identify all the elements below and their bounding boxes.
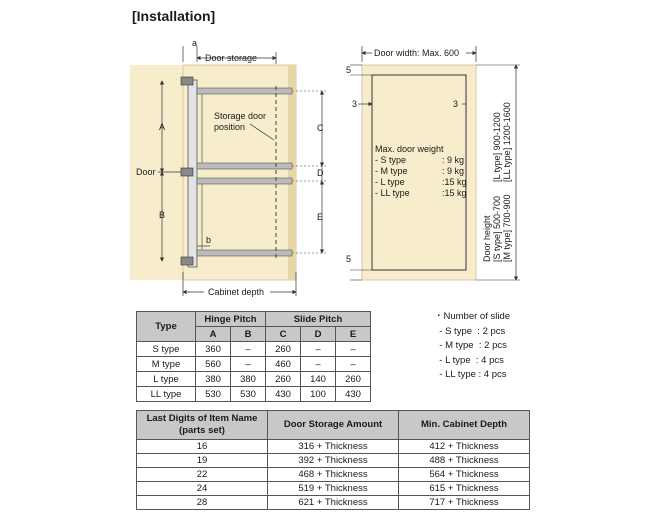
dim-3-right: 3 <box>453 99 459 109</box>
table-row <box>137 496 530 510</box>
note-line: - S type : 2 pcs <box>434 325 506 337</box>
cell-B: 380 <box>231 372 266 387</box>
cell-B: – <box>231 357 266 372</box>
cell-depth: 564 + Thickness <box>399 468 530 482</box>
table-row <box>137 357 371 372</box>
cell-item: 19 <box>137 454 268 468</box>
dim-A-label: A <box>159 122 166 132</box>
dim-C-label: C <box>317 123 324 133</box>
cell-B: – <box>231 342 266 357</box>
section-title: [Installation] <box>132 8 216 24</box>
cell-depth: 488 + Thickness <box>399 454 530 468</box>
header-D: D <box>301 327 336 342</box>
cell-A: 530 <box>196 387 231 402</box>
cell-E: – <box>336 342 371 357</box>
dim-E-label: E <box>317 212 324 222</box>
cabinet-depth-label: Cabinet depth <box>208 287 265 297</box>
note-line: - LL type : 4 pcs <box>434 369 507 380</box>
dim-D-label: D <box>317 168 324 178</box>
table-row <box>137 482 530 496</box>
door-height-m: [M type] 700-900 <box>502 194 512 262</box>
cell-type: M type <box>137 357 196 372</box>
cell-D: – <box>301 342 336 357</box>
cell-C: 260 <box>266 342 301 357</box>
cell-E: 260 <box>336 372 371 387</box>
storage-door-label-1: Storage door <box>214 111 267 121</box>
dim-b-label: b <box>206 235 212 245</box>
note-line: ・Number of slide <box>434 311 511 322</box>
cell-type: LL type <box>137 387 196 402</box>
storage-table <box>136 410 530 510</box>
cell-depth: 717 + Thickness <box>399 496 530 510</box>
cell-storage: 468 + Thickness <box>268 468 399 482</box>
cell-type: S type <box>137 342 196 357</box>
cell-depth: 615 + Thickness <box>399 482 530 496</box>
cell-C: 260 <box>266 372 301 387</box>
cell-B: 530 <box>231 387 266 402</box>
table-row <box>137 387 371 402</box>
cell-storage: 621 + Thickness <box>268 496 399 510</box>
cell-storage: 392 + Thickness <box>268 454 399 468</box>
door-label: Door <box>136 167 156 177</box>
weight-type: - LL type <box>375 188 410 198</box>
weight-value: :15 kg <box>442 177 467 187</box>
cell-depth: 412 + Thickness <box>399 440 530 454</box>
cell-C: 430 <box>266 387 301 402</box>
storage-door-label-2: position <box>214 122 246 132</box>
note-line: - M type : 2 pcs <box>434 340 507 351</box>
dim-5-bottom: 5 <box>346 254 352 264</box>
weight-value: : 9 kg <box>442 155 465 165</box>
table-row <box>137 372 371 387</box>
table-row <box>137 440 530 454</box>
table-row <box>137 454 530 468</box>
header-C: C <box>266 327 301 342</box>
header-hinge-pitch: Hinge Pitch <box>196 312 266 327</box>
header-E: E <box>336 327 371 342</box>
weight-type: - L type <box>375 177 405 187</box>
cell-item: 24 <box>137 482 268 496</box>
header-item-line-1: Last Digits of Item Name <box>146 413 258 424</box>
max-weight-title: Max. door weight <box>375 144 444 154</box>
dim-a-label: a <box>192 38 198 48</box>
cell-E: 430 <box>336 387 371 402</box>
slide-count-notes <box>434 310 510 383</box>
cell-E: – <box>336 357 371 372</box>
table-row <box>137 342 371 357</box>
cell-item: 28 <box>137 496 268 510</box>
weight-value: : 9 kg <box>442 166 465 176</box>
cell-A: 380 <box>196 372 231 387</box>
door-width-label: Door width: Max. 600 <box>374 48 460 58</box>
header-B: B <box>231 327 266 342</box>
door-storage-label: Door storage <box>205 53 258 63</box>
note-line: - L type : 4 pcs <box>434 354 504 366</box>
header-item-name <box>137 411 268 440</box>
cell-storage: 519 + Thickness <box>268 482 399 496</box>
door-height-label: Door height <box>482 215 492 262</box>
header-min-depth: Min. Cabinet Depth <box>399 411 530 440</box>
door-height-ll: [LL type] 1200-1600 <box>502 102 512 182</box>
cell-D: – <box>301 357 336 372</box>
pitch-table <box>136 311 371 402</box>
header-item-line-2: (parts set) <box>179 425 225 436</box>
cell-A: 360 <box>196 342 231 357</box>
cabinet-side-panel <box>183 65 296 280</box>
dim-5-top: 5 <box>346 65 352 75</box>
cell-item: 22 <box>137 468 268 482</box>
cabinet-back-edge <box>288 65 296 280</box>
cell-D: 100 <box>301 387 336 402</box>
weight-type: - S type <box>375 155 407 165</box>
header-A: A <box>196 327 231 342</box>
cell-item: 16 <box>137 440 268 454</box>
weight-value: :15 kg <box>442 188 467 198</box>
header-slide-pitch: Slide Pitch <box>266 312 371 327</box>
dim-3-left: 3 <box>352 99 358 109</box>
cell-A: 560 <box>196 357 231 372</box>
header-type: Type <box>137 312 196 342</box>
cell-C: 460 <box>266 357 301 372</box>
weight-type: - M type <box>375 166 408 176</box>
cell-D: 140 <box>301 372 336 387</box>
door-height-l: [L type] 900-1200 <box>492 112 502 182</box>
table-row <box>137 468 530 482</box>
header-door-storage: Door Storage Amount <box>268 411 399 440</box>
dim-B-label: B <box>159 210 166 220</box>
cell-storage: 316 + Thickness <box>268 440 399 454</box>
door-height-s: [S type] 500-700 <box>492 195 502 262</box>
cell-type: L type <box>137 372 196 387</box>
